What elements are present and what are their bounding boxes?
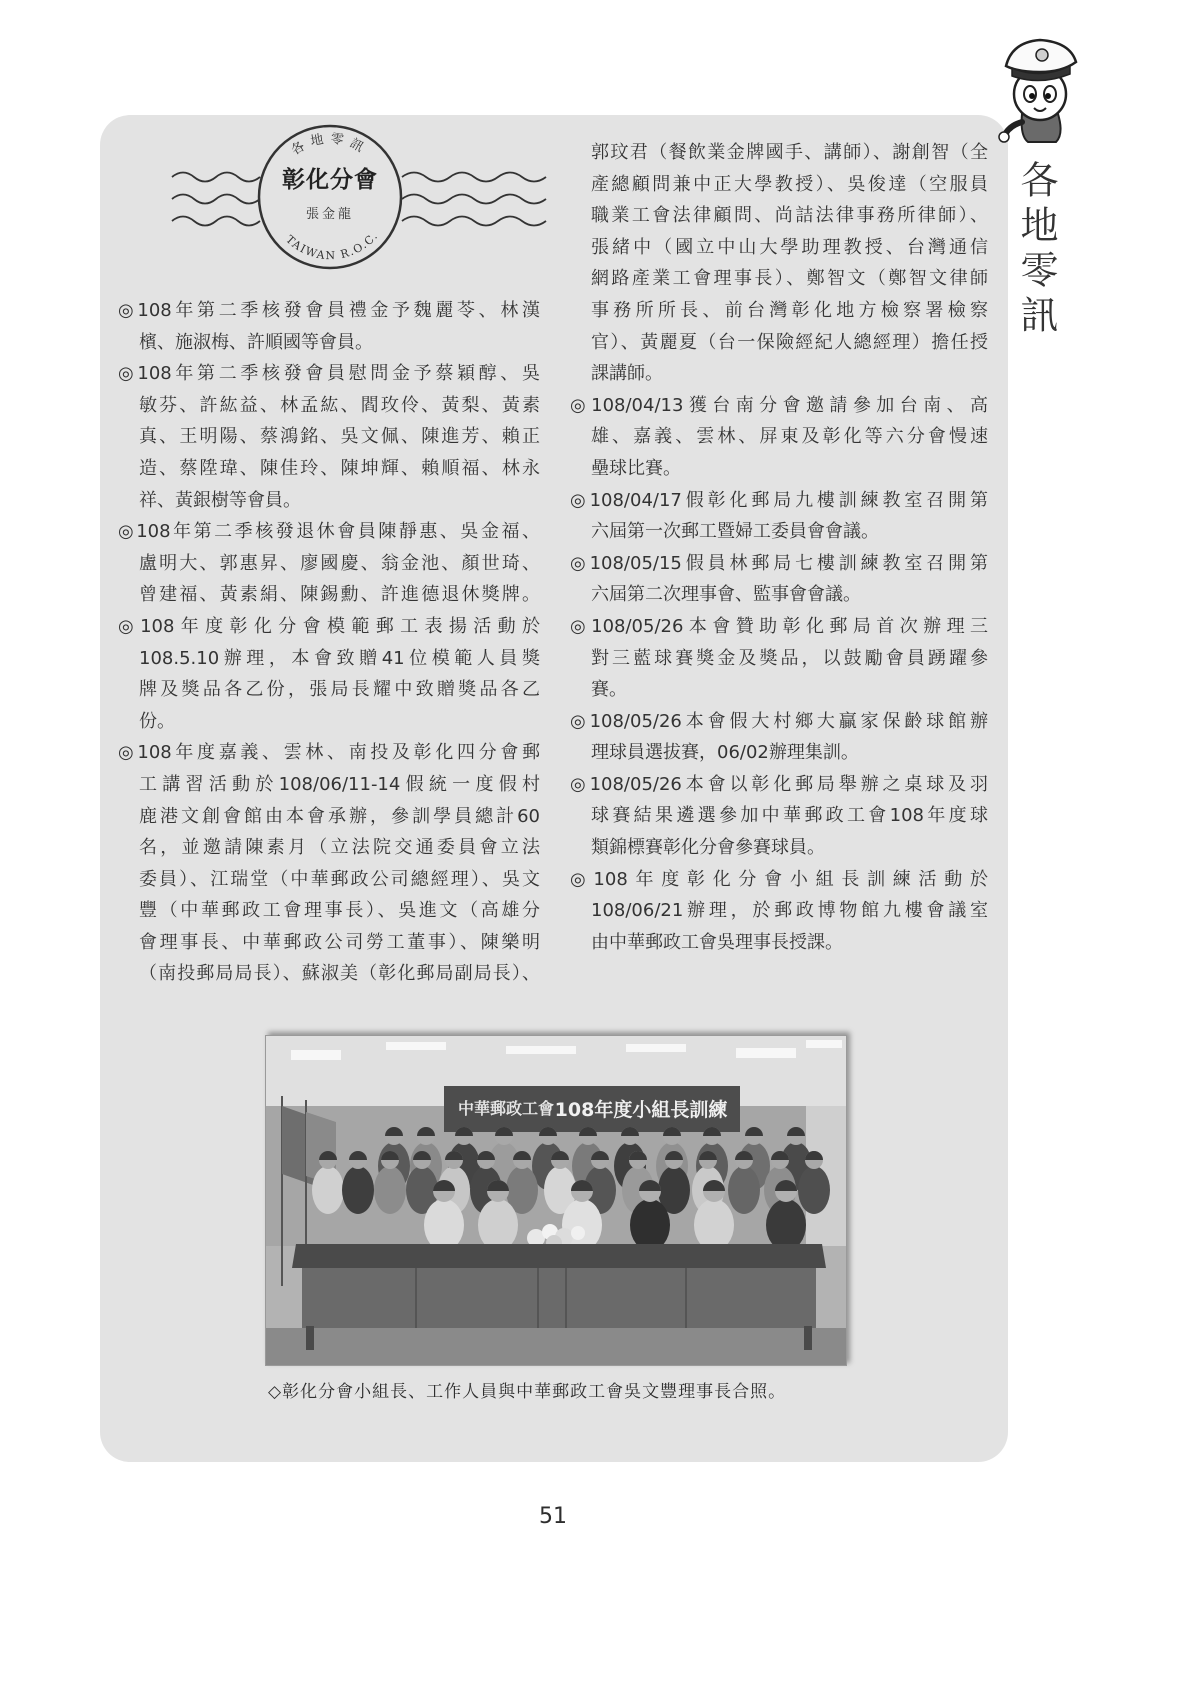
branch-stamp-header <box>160 120 560 280</box>
text-line: ◎108年第二季核發退休會員陳靜惠、吳金福、 <box>118 521 540 543</box>
stamp-branch-name: 彰化分會 <box>282 167 378 193</box>
text-line: 賽。 <box>591 679 627 701</box>
text-line: ◎108/04/17假彰化郵局九樓訓練教室召開第 <box>570 489 988 511</box>
text-line: 盧明大、郭惠昇、廖國慶、翁金池、顏世琦、 <box>139 552 540 574</box>
news-item <box>570 485 988 548</box>
text-line: 事務所所長、前台灣彰化地方檢察署檢察 <box>591 299 988 321</box>
text-line: ◎108年第二季核發會員禮金予魏麗苓、林漢 <box>118 300 540 321</box>
group-photo <box>265 1035 847 1366</box>
text-line: ◎108/05/26本會假大村鄉大贏家保齡球館辦 <box>570 710 988 732</box>
text-line: 份。 <box>139 710 175 732</box>
text-line: ◎108/05/26本會贊助彰化郵局首次辦理三 <box>570 615 988 637</box>
text-line: 壘球比賽。 <box>591 457 681 479</box>
text-line: 張緒中（國立中山大學助理教授、台灣通信 <box>591 236 988 258</box>
news-item <box>118 295 540 358</box>
stamp-country: TAIWAN R.O.C. <box>283 229 381 263</box>
text-line: 課講師。 <box>591 363 663 385</box>
text-line: 豐（中華郵政工會理事長）、吳進文（高雄分 <box>139 900 540 922</box>
page-number: 51 <box>539 1504 567 1529</box>
training-banner <box>444 1086 740 1132</box>
section-title: 各地零訊 <box>1014 160 1058 340</box>
text-line: 曾建福、黃素絹、陳錫勳、許進德退休獎牌。 <box>139 584 540 606</box>
text-line: 鹿港文創會館由本會承辦，參訓學員總計60 <box>139 805 540 827</box>
news-item <box>570 864 988 959</box>
text-line: 職業工會法律顧問、尚詰法律事務所律師）、 <box>591 205 988 227</box>
text-line: 祥、黃銀樹等會員。 <box>139 489 301 511</box>
news-item <box>118 358 540 516</box>
text-line: 真、王明陽、蔡鴻銘、吳文佩、陳進芳、賴正 <box>139 426 540 448</box>
text-line: 工講習活動於108/06/11-14假統一度假村 <box>139 773 540 795</box>
stamp-top-text: 各地零訊 <box>288 131 372 159</box>
left-column <box>118 295 540 990</box>
text-line: 敏芬、許紘益、林孟紘、閻玫伶、黃梨、黃素 <box>139 394 540 416</box>
text-line: 球賽結果遴選參加中華郵政工會108年度球 <box>591 805 988 827</box>
text-line: 六屆第二次理事會、監事會會議。 <box>591 584 861 606</box>
photo-floor <box>266 1328 846 1365</box>
text-line: 由中華郵政工會吳理事長授課。 <box>591 931 843 953</box>
news-item <box>570 548 988 611</box>
banner-line-1: 中華郵政工會 <box>457 1099 555 1118</box>
text-line: 108/06/21辦理，於郵政博物館九樓會議室 <box>591 900 988 922</box>
text-line: 官）、黃麗夏（台一保險經紀人總經理）擔任授 <box>591 331 988 353</box>
news-item <box>118 516 540 611</box>
text-line: 產總顧問兼中正大學教授）、吳俊達（空服員 <box>591 173 988 195</box>
news-item <box>570 769 988 864</box>
text-line: 六屆第一次郵工暨婦工委員會會議。 <box>591 521 879 543</box>
text-line: 檳、施淑梅、許順國等會員。 <box>139 331 373 353</box>
stamp-circle <box>259 126 401 268</box>
text-line: （南投郵局局長）、蘇淑美（彰化郵局副局長）、 <box>139 963 540 985</box>
news-item-continued <box>570 137 988 390</box>
text-line: 108.5.10辦理，本會致贈41位模範人員獎 <box>139 647 540 669</box>
text-line: ◎108年第二季核發會員慰問金予蔡穎醇、吳 <box>118 363 540 385</box>
news-item <box>570 611 988 706</box>
text-line: 類錦標賽彰化分會參賽球員。 <box>591 837 825 859</box>
text-line: 雄、嘉義、雲林、屏東及彰化等六分會慢速 <box>591 426 988 448</box>
text-line: 網路產業工會理事長）、鄭智文（鄭智文律師 <box>591 268 988 290</box>
conference-table <box>292 1244 826 1328</box>
text-line: 郭玟君（餐飲業金牌國手、講師）、謝創智（全 <box>591 142 988 163</box>
text-line: ◎108/05/15假員林郵局七樓訓練教室召開第 <box>570 552 988 574</box>
news-item <box>570 706 988 769</box>
news-item <box>118 737 540 990</box>
text-line: 造、蔡陞瑋、陳佳玲、陳坤輝、賴順福、林永 <box>139 457 540 479</box>
text-line: 會理事長、中華郵政公司勞工董事）、陳樂明 <box>139 931 540 953</box>
text-line: ◎108/04/13獲台南分會邀請參加台南、高 <box>570 394 988 416</box>
photo-caption: ◇彰化分會小組長、工作人員與中華郵政工會吳文豐理事長合照。 <box>268 1382 787 1402</box>
text-line: ◎108年度彰化分會小組長訓練活動於 <box>570 868 988 890</box>
text-line: 名，並邀請陳素月（立法院交通委員會立法 <box>139 837 540 859</box>
news-item <box>570 390 988 485</box>
postal-mascot-illustration <box>992 36 1084 144</box>
news-item <box>118 611 540 737</box>
text-line: ◎108年度彰化分會模範郵工表揚活動於 <box>118 615 540 637</box>
text-line: 理球員選拔賽，06/02辦理集訓。 <box>591 742 859 764</box>
stamp-author: 張金龍 <box>305 207 355 222</box>
text-line: 委員）、江瑞堂（中華郵政公司總經理）、吳文 <box>139 868 540 890</box>
text-line: 牌及獎品各乙份，張局長耀中致贈獎品各乙 <box>139 679 540 701</box>
banner-line-2: 108年度小組長訓練 <box>554 1099 728 1121</box>
text-line: ◎108年度嘉義、雲林、南投及彰化四分會郵 <box>118 742 540 764</box>
right-column <box>570 137 988 958</box>
text-line: 對三藍球賽獎金及獎品，以鼓勵會員踴躍參 <box>591 647 988 669</box>
text-line: ◎108/05/26本會以彰化郵局舉辦之桌球及羽 <box>570 773 988 795</box>
